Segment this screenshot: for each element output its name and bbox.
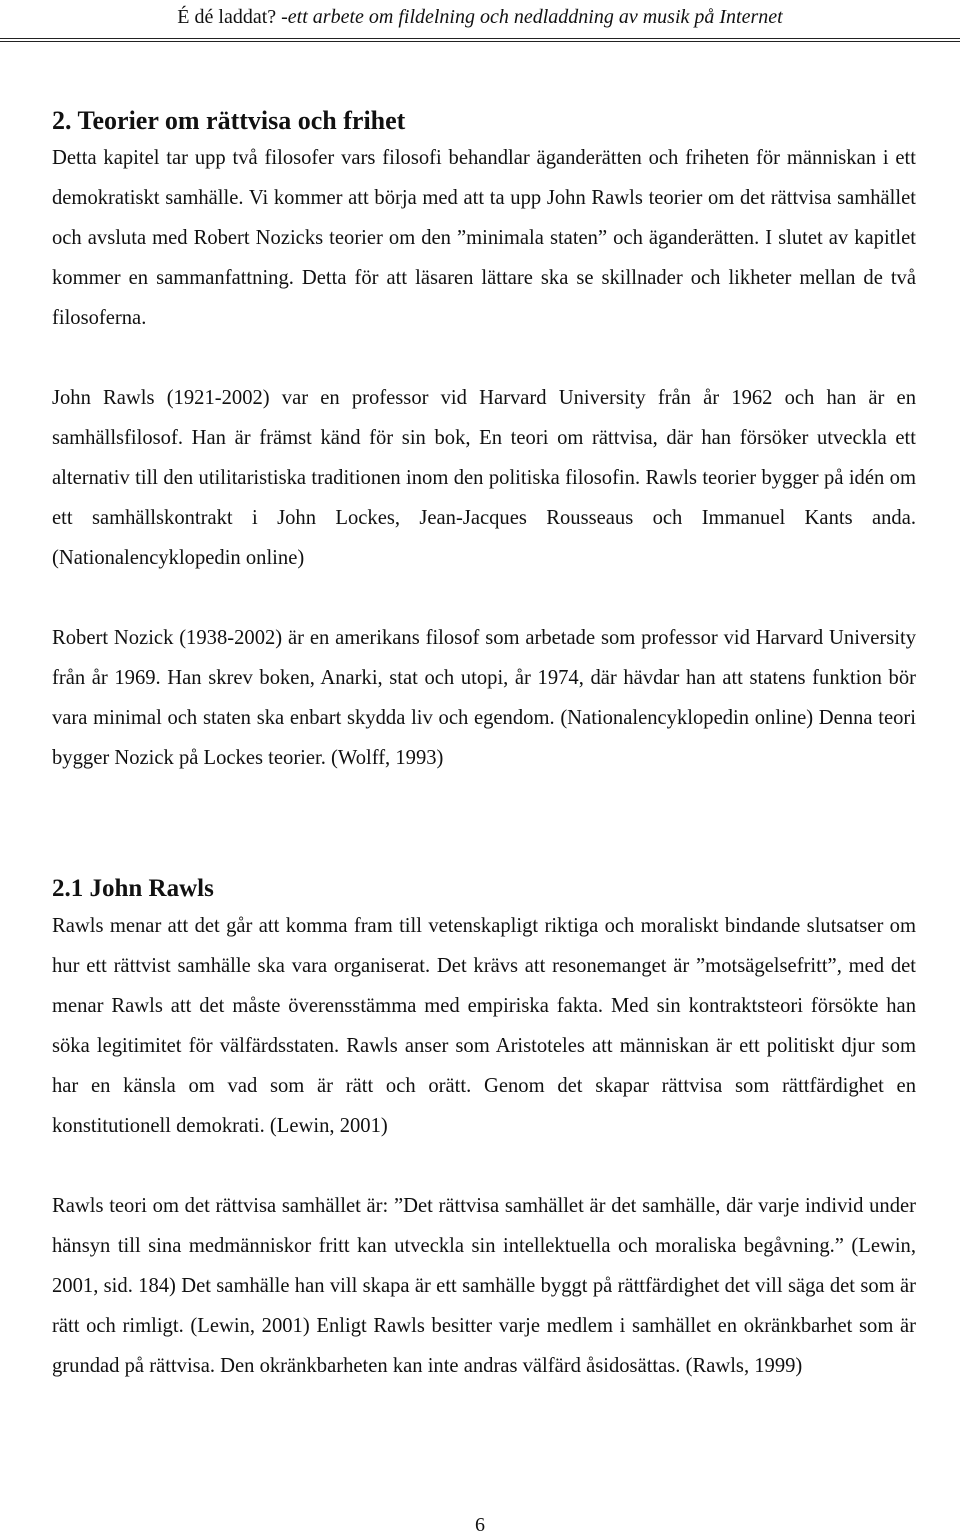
section-heading: 2. Teorier om rättvisa och frihet <box>52 106 406 135</box>
page-number: 6 <box>475 1514 485 1536</box>
paragraph-just-society: Rawls teori om det rättvisa samhället är: ”Det rättvisa samhället är det samhälle, där varje individ under hänsyn till sina medmänniskor fritt kan utveckla sin intellektuella och moraliska begåvning.” (Lewin, 2001, sid. 184) Det samhälle han vill skapa är ett samhälle byggt på rättfärdighet det vill säga det som är rätt och rimligt. (Lewin, 2001) Enligt Rawls besitter varje medlem i samhället en okränkbarhet som är grundad på rättvisa. Den okränkbarheten kan inte andras välfärd åsidosättas. (Rawls, 1999) <box>52 1195 916 1377</box>
header-divider <box>0 38 960 42</box>
header-title: É dé laddat? <box>177 6 277 28</box>
paragraph-rawls-bio: John Rawls (1921-2002) var en professor vid Harvard University från år 1962 och han är en samhällsfilosof. Han är främst känd för sin bok, En teori om rättvisa, där han försöker utveckla ett alternativ till den utilitaristiska traditionen inom den politiska filosofin. Rawls teorier bygger på idén om ett samhällskontrakt i John Lockes, Jean-Jacques Rousseaus och Immanuel Kants anda. (Nationalencyklopedin online) <box>52 387 916 569</box>
running-header <box>0 4 960 30</box>
header-subtitle: -ett arbete om fildelning och nedladdning av musik på Internet <box>276 6 783 28</box>
page-body <box>52 102 916 1386</box>
paragraph-rawls-theory: Rawls menar att det går att komma fram till vetenskapligt riktiga och moraliskt bindande slutsatser om hur ett rättvist samhälle ska vara organiserat. Det krävs att resonemanget är ”motsägelsefritt”, med det menar Rawls att det måste överensstämma med empiriska fakta. Med sin kontraktsteori försökte han söka legitimitet för välfärdsstaten. Rawls anser som Aristoteles att människan är ett politiskt djur som har en känsla om vad som är rätt och orätt. Genom det skapar rättvisa som rättfärdighet en konstitutionell demokrati. (Lewin, 2001) <box>52 915 916 1137</box>
paragraph-intro: Detta kapitel tar upp två filosofer vars filosofi behandlar äganderätten och friheten för människan i ett demokratiskt samhälle. Vi kommer att börja med att ta upp John Rawls teorier om det rättvisa samhället och avsluta med Robert Nozicks teorier om den ”minimala staten” och äganderätten. I slutet av kapitlet kommer en sammanfattning. Detta för att läsaren lättare ska se skillnader och likheter mellan de två filosoferna. <box>52 147 916 329</box>
subsection-heading: 2.1 John Rawls <box>52 875 214 902</box>
paragraph-nozick-bio: Robert Nozick (1938-2002) är en amerikans filosof som arbetade som professor vid Harvard University från år 1969. Han skrev boken, Anarki, stat och utopi, år 1974, där hävdar han att statens funktion bör vara minimal och staten ska enbart skydda liv och egendom. (Nationalencyklopedin online) Denna teori bygger Nozick på Lockes teorier. (Wolff, 1993) <box>52 627 916 769</box>
